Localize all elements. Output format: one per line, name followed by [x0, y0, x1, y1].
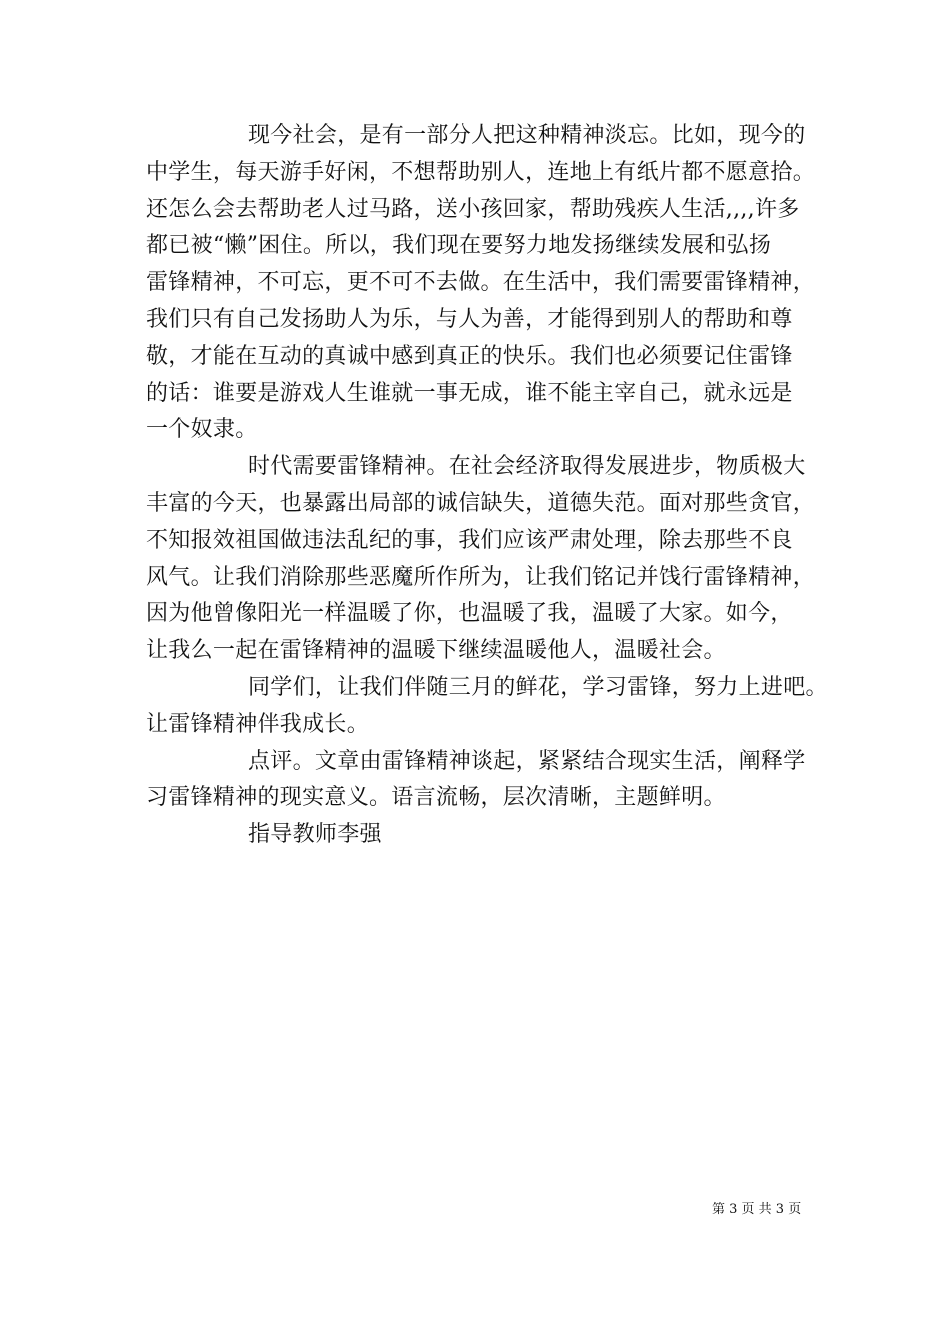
- paragraph-line: 都已被“懒”困住。所以，我们现在要努力地发扬继续发展和弘扬: [146, 233, 772, 259]
- paragraph-line: 雷锋精神，不可忘，更不可不去做。在生活中，我们需要雷锋精神，: [146, 270, 816, 296]
- paragraph-line: 不知报效祖国做违法乱纪的事，我们应该严肃处理，除去那些不良: [146, 527, 793, 553]
- paragraph-line: 现今社会，是有一部分人把这种精神淡忘。比如，现今的: [248, 123, 806, 148]
- paragraph-line: 风气。让我们消除那些恶魔所作所为，让我们铭记并饯行雷锋精神，: [146, 564, 816, 590]
- paragraph-line: 丰富的今天，也暴露出局部的诚信缺失，道德失范。面对那些贪官，: [146, 490, 816, 516]
- paragraph-line: 让我么一起在雷锋精神的温暖下继续温暖他人，温暖社会。: [146, 638, 726, 664]
- paragraph: [146, 118, 826, 449]
- paragraph-line: 让雷锋精神伴我成长。: [146, 711, 370, 737]
- paragraph: [146, 449, 826, 670]
- signature-paragraph: [146, 817, 826, 854]
- page-number: 第 3 页 共 3 页: [712, 1202, 802, 1217]
- paragraph-line: 时代需要雷锋精神。在社会经济取得发展进步，物质极大: [248, 454, 806, 480]
- paragraph-line: 因为他曾像阳光一样温暖了你，也温暖了我，温暖了大家。如今，: [146, 601, 793, 627]
- paragraph-line: 点评。文章由雷锋精神谈起，紧紧结合现实生活，阐释学: [248, 748, 806, 774]
- paragraph: [146, 670, 826, 744]
- paragraph: [146, 744, 826, 818]
- paragraph-line: 同学们，让我们伴随三月的鲜花，学习雷锋，努力上进吧。: [248, 674, 828, 700]
- paragraph-line: 习雷锋精神的现实意义。语言流畅，层次清晰，主题鲜明。: [146, 785, 726, 811]
- paragraph-line: 我们只有自己发扬助人为乐，与人为善，才能得到别人的帮助和尊: [146, 306, 793, 332]
- teacher-signature-line: 指导教师李强: [248, 822, 382, 848]
- paragraph-line: 还怎么会去帮助老人过马路，送小孩回家，帮助残疾人生活,,,,许多: [146, 196, 800, 222]
- paragraph-line: 一个奴隶。: [146, 417, 258, 443]
- paragraph-line: 的话：谁要是游戏人生谁就一事无成，谁不能主宰自己，就永远是: [146, 380, 793, 406]
- paragraph-line: 敬，才能在互动的真诚中感到真正的快乐。我们也必须要记住雷锋: [146, 343, 793, 369]
- paragraph-line: 中学生，每天游手好闲，不想帮助别人，连地上有纸片都不愿意拾。: [146, 159, 816, 185]
- document-body: [146, 118, 826, 854]
